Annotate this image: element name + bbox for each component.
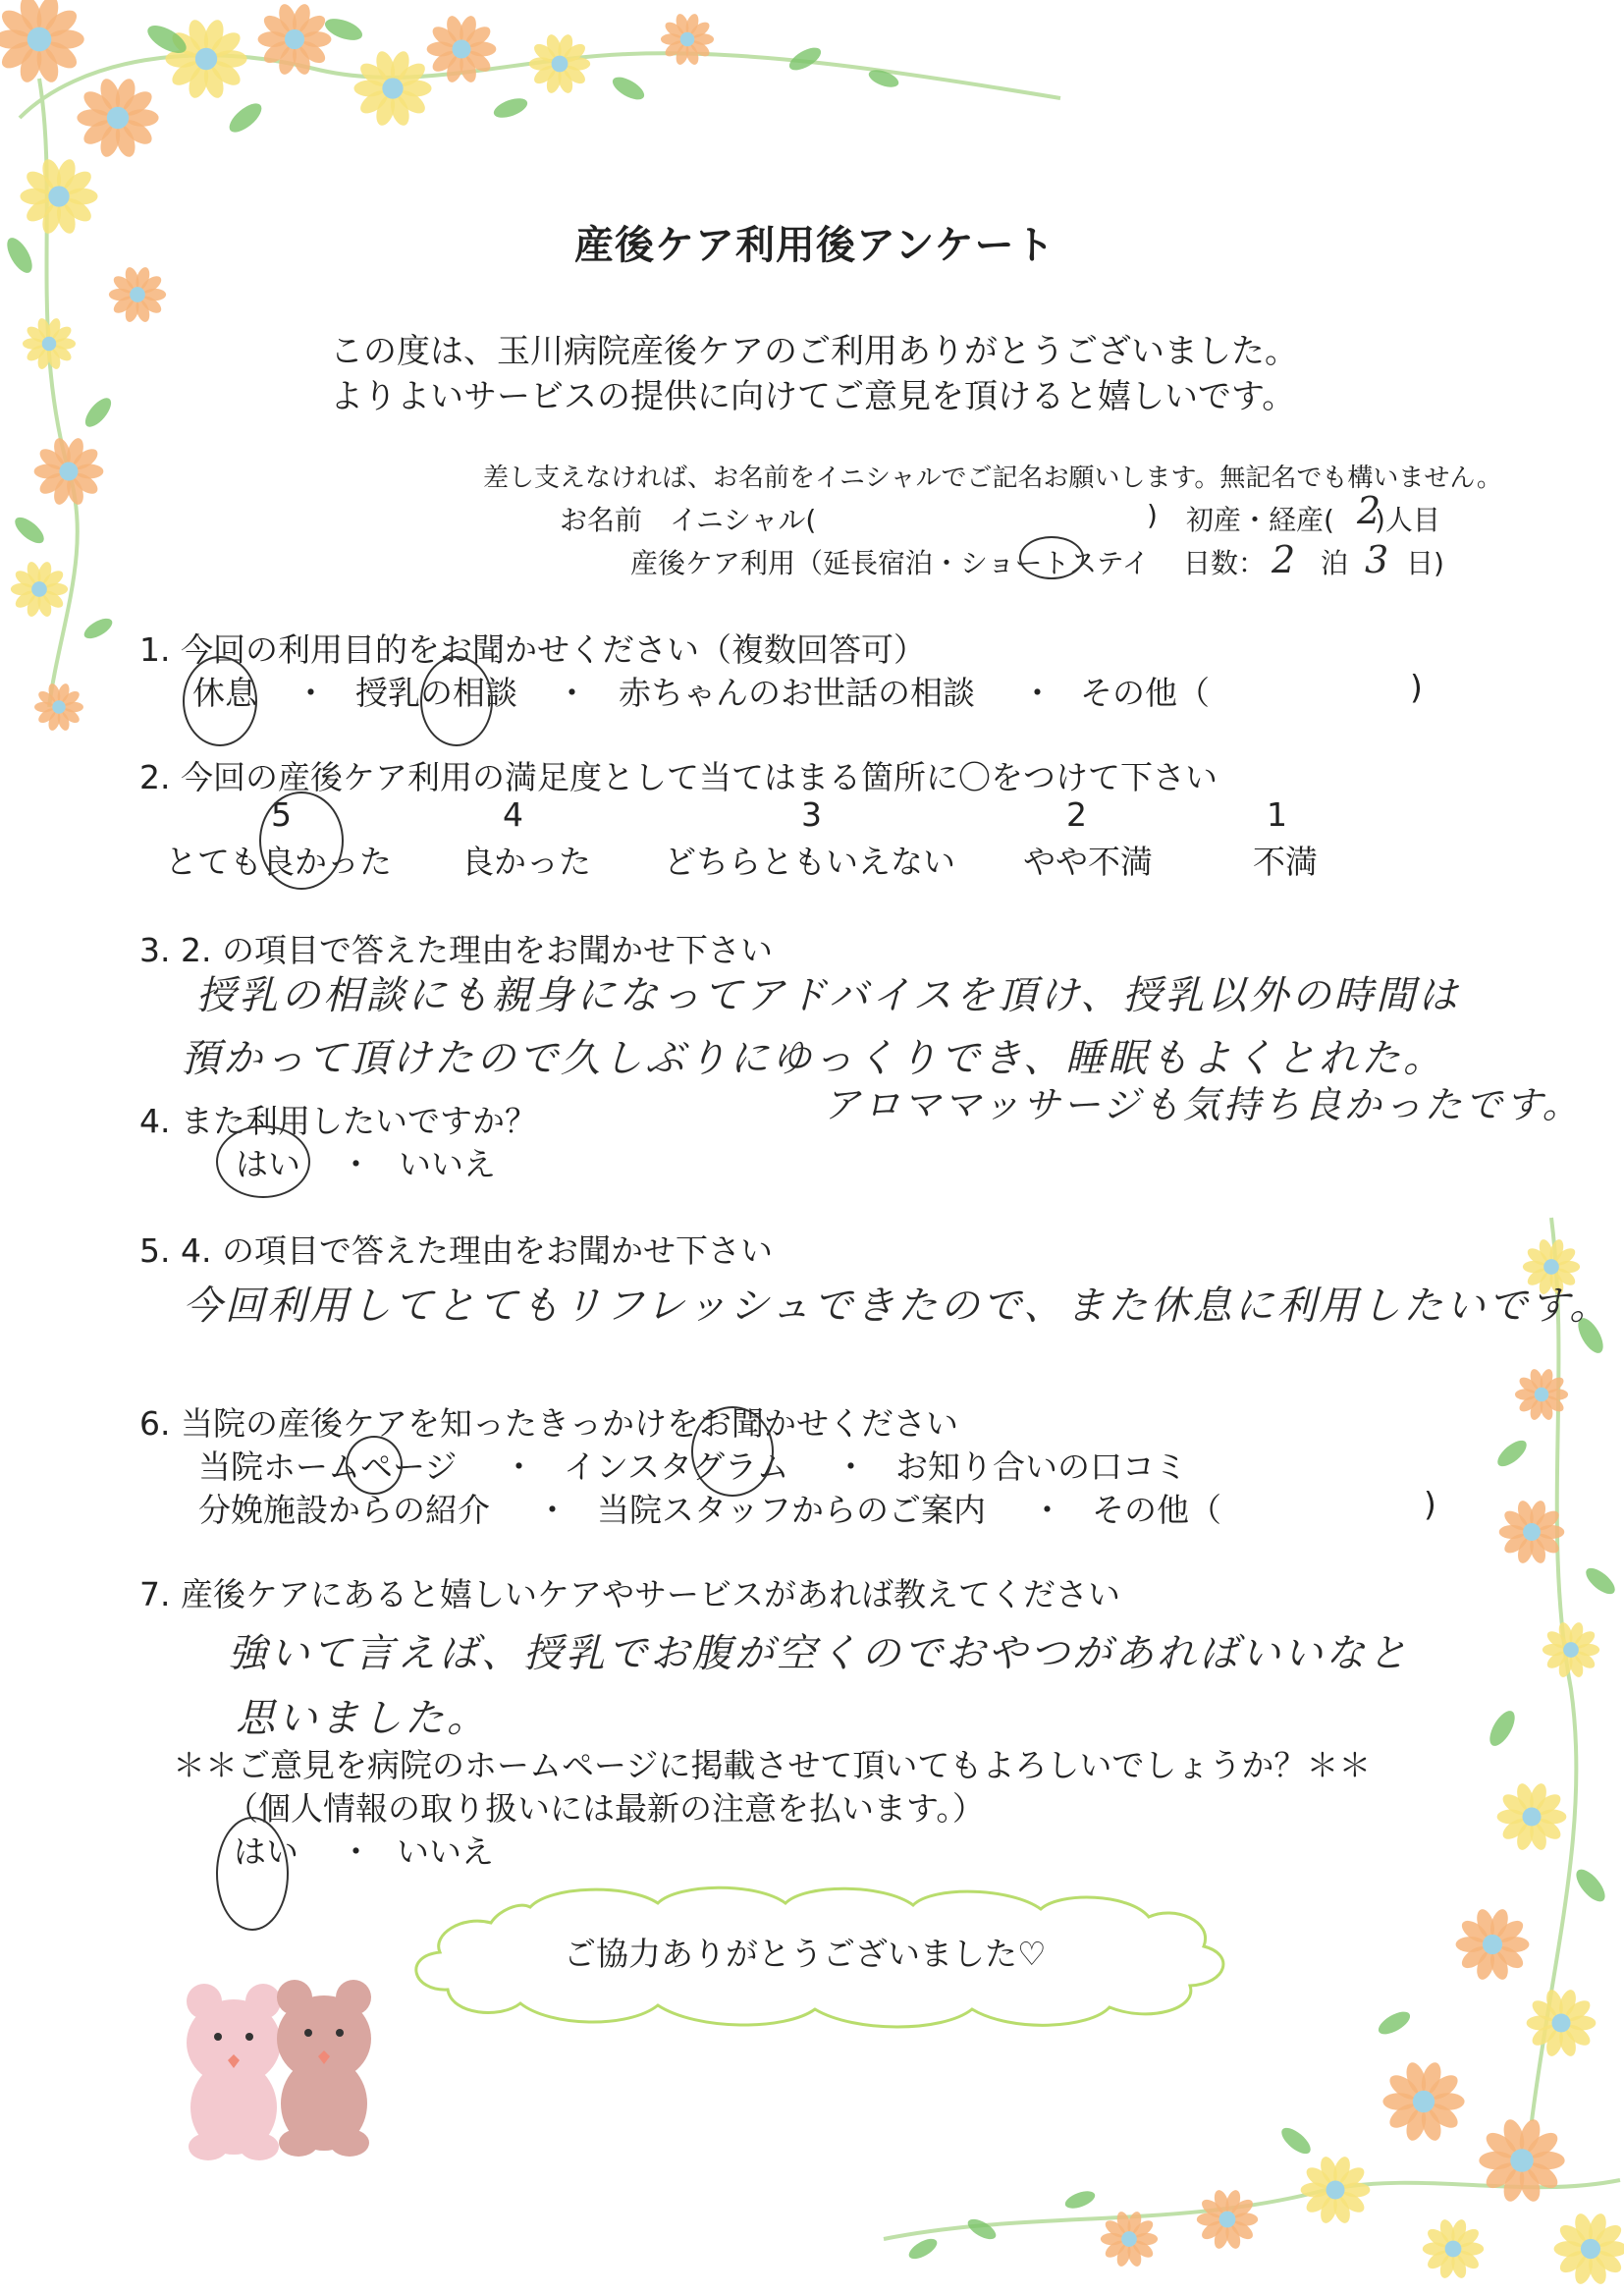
q6-option-instagram: インスタグラム: [564, 1448, 789, 1486]
consent-no: いいえ: [397, 1832, 494, 1871]
thanks-message: ご協力ありがとうございました♡: [564, 1935, 1047, 1973]
q2-label-1: 不満: [1253, 843, 1318, 881]
q6-other-close: ): [1424, 1485, 1436, 1523]
q6-sep-4: ・: [1031, 1491, 1063, 1529]
q6-option-facility: 分娩施設からの紹介: [198, 1491, 490, 1529]
q1-option-babycare: 赤ちゃんのお世話の相談: [619, 674, 975, 712]
intro-line-2: よりよいサービスの提供に向けてご意見を頂けると嬉しいです。: [330, 377, 1296, 416]
nights-label: 泊: [1321, 547, 1349, 579]
q7-answer-line-1: 強いて言えば、授乳でお腹が空くのでおやつがあればいいなと: [228, 1631, 1410, 1676]
q3-answer-line-3: アロママッサージも気持ち良かったです。: [823, 1083, 1583, 1126]
q4-yes: はい: [236, 1145, 300, 1183]
intro-line-1: この度は、玉川病院産後ケアのご利用ありがとうございました。: [330, 332, 1298, 371]
q2-num-5: 5: [271, 795, 292, 834]
consent-note: （個人情報の取り扱いには最新の注意を払います。）: [226, 1789, 985, 1828]
q2-label-5: とても良かった: [165, 843, 392, 881]
q2-num-1: 1: [1267, 795, 1287, 834]
q2-label-4: 良かった: [461, 843, 591, 881]
usage-label: 産後ケア利用（延長宿泊・ショートステイ: [630, 547, 1150, 579]
q6-option-other: その他（: [1092, 1491, 1221, 1529]
q3-answer-line-1: 授乳の相談にも親身になってアドバイスを頂け、授乳以外の時間は: [196, 973, 1461, 1018]
q1-other-close: ): [1410, 668, 1423, 706]
q6-sep-1: ・: [503, 1448, 535, 1486]
initials-close: ): [1147, 499, 1158, 531]
birth-label: 初産・経産(: [1186, 504, 1334, 536]
days-value: 3: [1365, 538, 1392, 581]
q3-question: 3. 2. の項目で答えた理由をお聞かせ下さい: [139, 931, 773, 969]
q2-num-4: 4: [503, 795, 523, 834]
consent-yes: はい: [234, 1832, 298, 1871]
page-title: 産後ケア利用後アンケート: [574, 223, 1056, 268]
q6-option-staff: 当院スタッフからのご案内: [597, 1491, 986, 1529]
q2-question: 2. 今回の産後ケア利用の満足度として当てはまる箇所に〇をつけて下さい: [139, 758, 1218, 796]
q3-answer-line-2: 預かって頂けたので久しぶりにゆっくりでき、睡眠もよくとれた。: [181, 1036, 1445, 1081]
q6-question: 6. 当院の産後ケアを知ったきっかけをお聞かせください: [139, 1404, 958, 1443]
q1-sep-3: ・: [1021, 674, 1054, 712]
q7-question: 7. 産後ケアにあると嬉しいケアやサービスがあれば教えてください: [139, 1575, 1120, 1613]
birth-suffix: )人目: [1375, 504, 1440, 536]
q4-sep: ・: [340, 1145, 372, 1183]
q1-option-rest: 休息: [192, 674, 257, 712]
days-label: 日数：: [1183, 547, 1267, 579]
q1-sep-2: ・: [556, 674, 588, 712]
nights-value: 2: [1272, 538, 1299, 581]
q6-option-homepage: 当院ホームページ: [198, 1448, 458, 1486]
q6-sep-2: ・: [835, 1448, 867, 1486]
q2-label-2: やや不満: [1023, 843, 1153, 881]
q6-option-word-of-mouth: お知り合いの口コミ: [895, 1448, 1187, 1486]
q4-no: いいえ: [399, 1145, 496, 1183]
q5-answer: 今回利用してとてもリフレッシュできたので、また休息に利用したいです。: [183, 1284, 1612, 1329]
q1-sep-1: ・: [295, 674, 327, 712]
q6-sep-3: ・: [536, 1491, 568, 1529]
q2-num-2: 2: [1066, 795, 1087, 834]
q5-question: 5. 4. の項目で答えた理由をお聞かせ下さい: [139, 1231, 773, 1270]
q7-answer-line-2: 思いました。: [236, 1696, 489, 1741]
consent-question: ＊＊ご意見を病院のホームページに掲載させて頂いてもよろしいでしょうか？＊＊: [173, 1746, 1372, 1784]
days-suffix: 日): [1406, 547, 1444, 579]
consent-sep: ・: [340, 1832, 372, 1871]
q1-option-other: その他（: [1080, 674, 1210, 712]
q4-question: 4. また利用したいですか？: [139, 1102, 537, 1140]
name-note: 差し支えなければ、お名前をイニシャルでご記名お願いします。無記名でも構いません。: [483, 464, 1502, 493]
initials-label: お名前 イニシャル(: [560, 504, 817, 536]
q1-option-breastfeeding: 授乳の相談: [355, 674, 517, 712]
q1-question: 1. 今回の利用目的をお聞かせください（複数回答可）: [139, 630, 926, 669]
birth-count: 2: [1357, 489, 1384, 532]
q2-num-3: 3: [801, 795, 822, 834]
q2-label-3: どちらともいえない: [664, 843, 955, 881]
